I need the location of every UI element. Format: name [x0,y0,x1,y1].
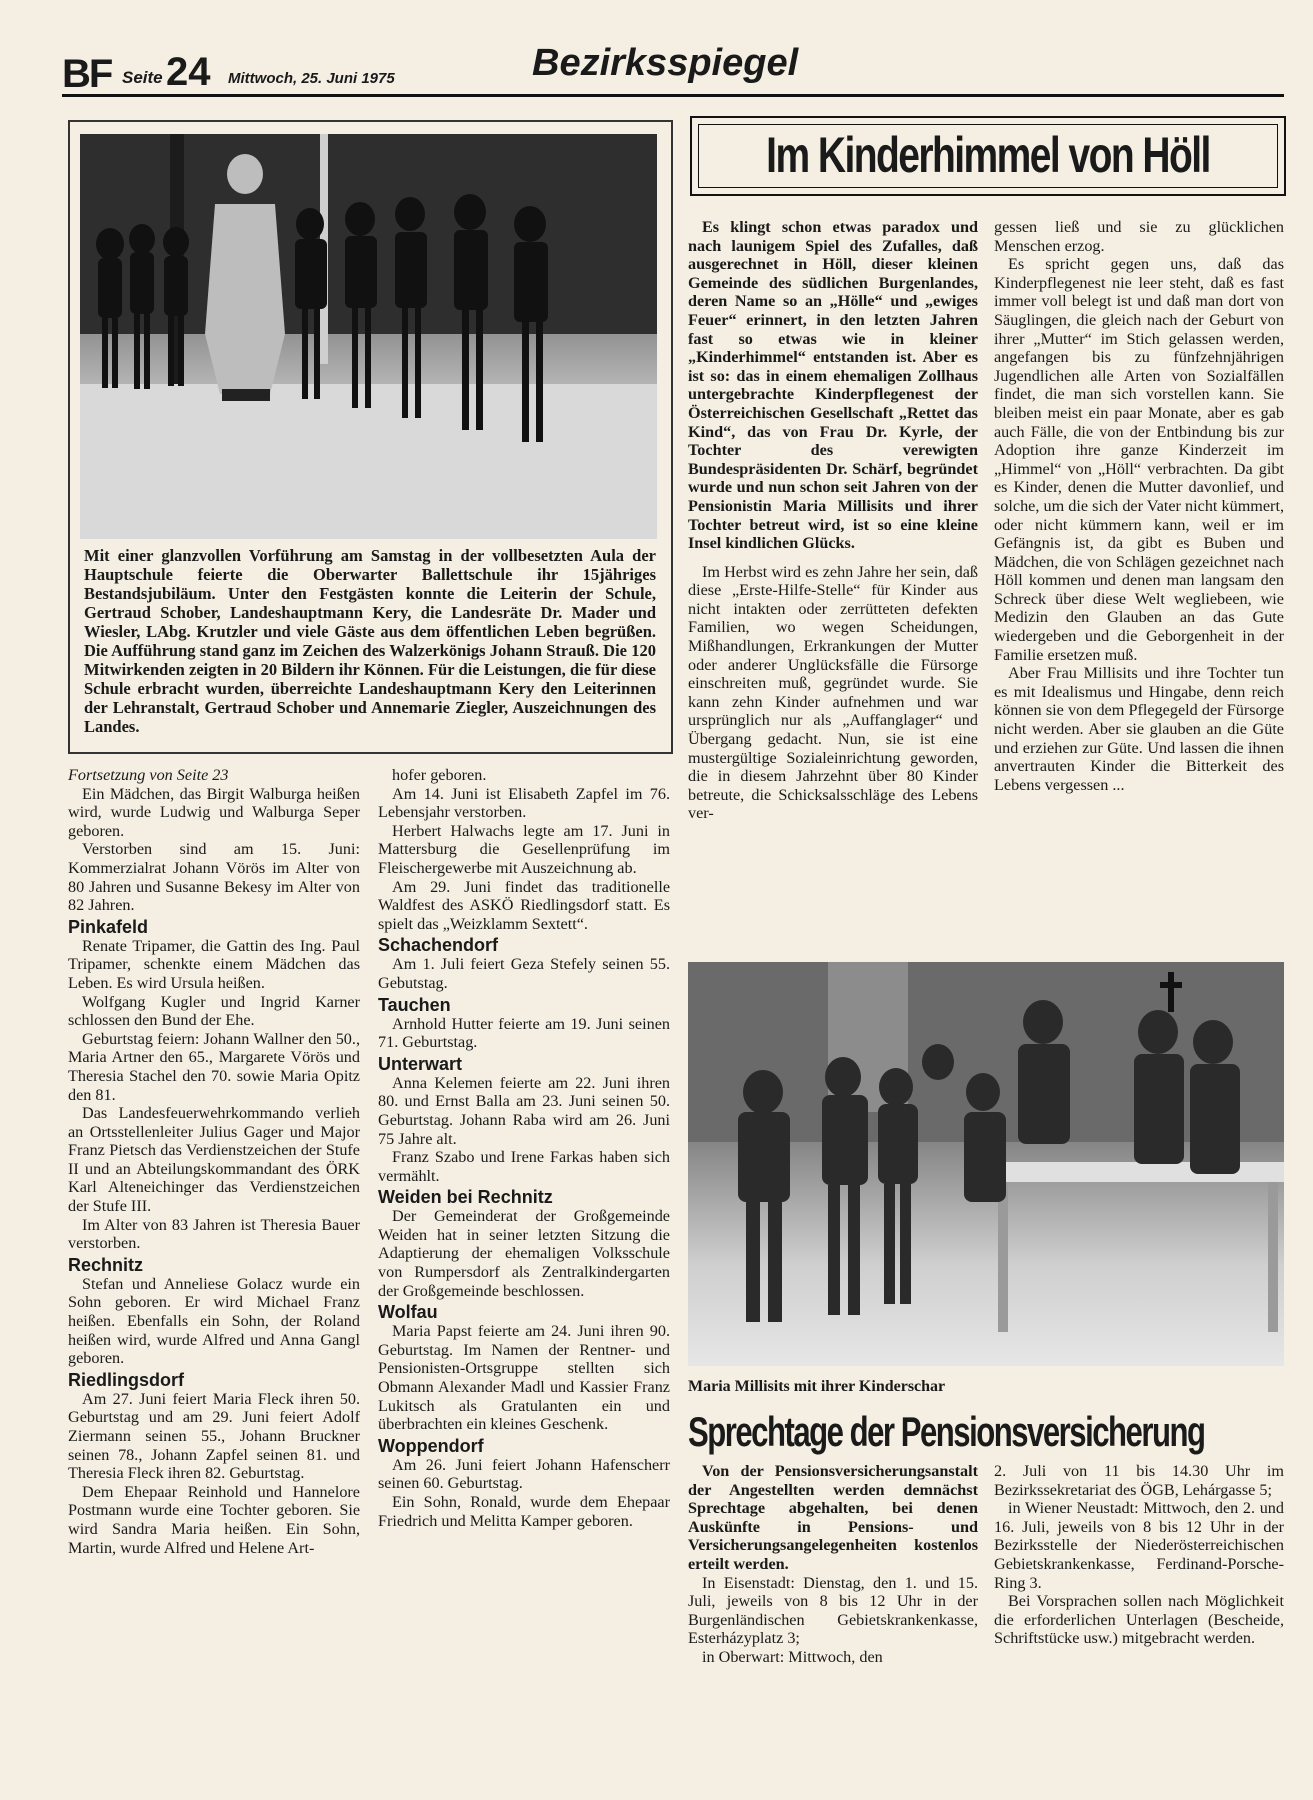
paragraph: Verstorben sind am 15. Juni: Kommerzialrat Johann Vörös im Alter von 80 Jahren und Susanne Bekesy im Alter von 82 Jahren. [68,840,360,915]
article2-lead: Von der Pensionsversicherungsanstalt der Angestellten werden demnächst Sprechtage abgehalten, bei denen Auskünfte in Pensions- und Versicherungsangelegenheiten kostenlos erteilt werden. [688,1462,978,1573]
children-photo-caption: Maria Millisits mit ihrer Kinderschar [688,1378,946,1395]
article2-headline: Sprechtage der Pensionsversicherung [688,1408,1205,1455]
paragraph: Am 29. Juni findet das traditionelle Waldfest des ASKÖ Riedlingsdorf statt. Es spielt das „Weizklamm Sextett“. [378,877,670,933]
paragraph: Geburtstag feiern: Johann Wallner den 50., Maria Artner den 65., Margarete Vörös und Theresia Stachel den 70. sowie Maria Opitz den 81. [68,1029,360,1104]
paragraph: Ein Sohn, Ronald, wurde dem Ehepaar Friedrich und Melitta Kamper geboren. [378,1493,670,1530]
local-news-column-1 [68,766,360,1557]
paragraph: gessen ließ und sie zu glücklichen Menschen erzog. [994,218,1284,255]
paragraph: In Eisenstadt: Dienstag, den 1. und 15. Juli, jeweils von 8 bis 12 Uhr in der Burgenländischen Gebietskrankenkasse, Esterházyplatz 3; [688,1573,978,1648]
ballet-photo-box [68,120,673,754]
paragraph: Wolfgang Kugler und Ingrid Karner schlossen den Bund der Ehe. [68,992,360,1030]
paragraph: Der Gemeinderat der Großgemeinde Weiden hat in seiner letzten Sitzung die Adaptierung der ehemaligen Volksschule von Rumpersdorf als Zentralkindergarten der Großgemeinde beschlossen. [378,1207,670,1300]
heading-weiden: Weiden bei Rechnitz [378,1187,553,1208]
heading-woppendorf: Woppendorf [378,1435,484,1456]
page-header [62,42,1284,97]
article-headline: Im Kinderhimmel von Höll [766,127,1210,183]
local-news-column-2 [378,766,670,1530]
paragraph: Am 1. Juli feiert Geza Stefely seinen 55. Gebutstag. [378,955,670,992]
heading-riedlingsdorf: Riedlingsdorf [68,1369,184,1390]
article2-column-2 [994,1462,1284,1648]
paragraph: hofer geboren. [392,766,487,784]
brand-logo: BF [62,52,112,96]
paragraph: Herbert Halwachs legte am 17. Juni in Mattersburg die Gesellenprüfung im Fleischergewerbe mit Auszeichnung ab. [378,821,670,877]
paragraph: Maria Papst feierte am 24. Juni ihren 90. Geburtstag. Im Namen der Rentner- und Pensionisten-Ortsgruppe stellten sich Obmann Alexander Madl und Kassier Franz Lukitsch als Gratulanten ein und überbrachten ein kleines Geschenk. [378,1322,670,1434]
paragraph: Anna Kelemen feierte am 22. Juni ihren 80. und Ernst Balla am 23. Juni seinen 50. Geburtstag. Johann Raba wird am 26. Juni 75 Jahre alt. [378,1073,670,1148]
article2-column-1 [688,1462,978,1667]
paragraph: Dem Ehepaar Reinhold und Hannelore Postmann wurde eine Tochter geboren. Sie wird Sandra Maria heißen. Ein Sohn, Martin, wurde Alfred und Helene Art- [68,1482,360,1557]
paragraph: Bei Vorsprachen sollen nach Möglichkeit die erforderlichen Unterlagen (Bescheide, Schriftstücke usw.) mitgebracht werden. [994,1592,1284,1648]
paragraph: Arnhold Hutter feierte am 19. Juni seinen 71. Geburtstag. [378,1014,670,1052]
section-title: Bezirksspiegel [532,42,799,84]
paragraph: 2. Juli von 11 bis 14.30 Uhr im Bezirkssekretariat des ÖGB, Lehárgasse 5; [994,1462,1284,1499]
heading-wolfau: Wolfau [378,1302,438,1323]
paragraph: in Wiener Neustadt: Mittwoch, den 2. und 16. Juli, jeweils von 8 bis 12 Uhr in der Bezirksstelle der Niederösterreichischen Gebietskrankenkasse, Ferdinand-Porsche-Ring 3. [994,1499,1284,1592]
issue-date: Mittwoch, 25. Juni 1975 [228,70,395,87]
heading-rechnitz: Rechnitz [68,1254,144,1275]
page-number: 24 [166,50,211,94]
heading-tauchen: Tauchen [378,994,451,1015]
ballet-dancers-illustration [80,134,657,539]
headline-box [690,116,1286,196]
paragraph: Ein Mädchen, das Birgit Walburga heißen wird, wurde Ludwig und Walburga Seper geboren. [68,784,360,840]
ballet-photo [80,134,657,539]
article-column-2 [994,218,1284,794]
article-lead: Es klingt schon etwas paradox und nach launigem Spiel des Zufalles, daß ausgerechnet in Höll, dieser kleinen Gemeinde des südlichen Burgenlandes, deren Name so an „Hölle“ und „ewiges Feuer“ erinnert, in den letzten Jahren fast so etwas wie in kleiner „Kinderhimmel“ entstanden ist. Aber es ist so: das in einem ehemaligen Zollhaus untergebrachte Kinderpflegenest der Österreichischen Gesellschaft „Rettet das Kind“, das von Frau Dr. Kyrle, der Tochter des verewigten Bundespräsidenten Dr. Schärf, begründet wurde und nun schon seit Jahren von der Pensionistin Maria Millisits und ihrer Tochter betreut wird, ist so eine kleine Insel kindlichen Glücks. [688,218,978,553]
heading-unterwart: Unterwart [378,1053,463,1074]
paragraph: Im Alter von 83 Jahren ist Theresia Bauer verstorben. [68,1215,360,1253]
paragraph: Aber Frau Millisits und ihre Tochter tun es mit Idealismus und Hingabe, denn reich können sie von dem Pflegegeld der Fürsorge nicht werden. Aber sie glauben an die Güte und erziehen zur Güte. Und lassen die ihnen anvertrauten Kinder die Bitterkeit des Lebens vergessen ... [994,664,1284,794]
page-label: Seite [122,68,163,87]
heading-pinkafeld: Pinkafeld [68,916,149,937]
heading-schachendorf: Schachendorf [378,935,499,956]
paragraph: Am 26. Juni feiert Johann Hafenscherr seinen 60. Geburtstag. [378,1455,670,1493]
children-group-illustration [688,962,1284,1366]
paragraph: Im Herbst wird es zehn Jahre her sein, daß diese „Erste-Hilfe-Stelle“ für Kinder aus nicht intakten oder zerrütteten defekten Familien, wo wegen Scheidungen, Mißhandlungen, Erkrankungen der Mutter oder anderer Unglücksfälle die Fürsorge einschreiten muß, gegründet wurde. Sie kann zehn Kinder aufnehmen und war ursprünglich nur als „Auffanglager“ und Übergang gedacht. Nun, sie ist eine mustergültige Sozialeinrichtung geworden, die in diesem Jahrzehnt über 80 Kinder betreute, die Schicksalsschläge des Lebens ver- [688,562,978,823]
continuation-note: Fortsetzung von Seite 23 [68,766,229,784]
paragraph: in Oberwart: Mittwoch, den [702,1647,883,1666]
paragraph: Am 14. Juni ist Elisabeth Zapfel im 76. Lebensjahr verstorben. [378,784,670,822]
children-photo [688,962,1284,1366]
article-column-1 [688,218,978,823]
ballet-photo-caption: Mit einer glanzvollen Vorführung am Samstag in der vollbesetzten Aula der Hauptschule feierte die Oberwarter Ballettschule ihr 15jähriges Bestandsjubiläum. Unter den Festgästen konnte die Leiterin der Schule, Gertraud Schober, Landeshauptmann Kery, die Landesräte Dr. Mader und Wiesler, LAbg. Krutzler und viele Gäste aus dem öffentlichen Leben begrüßen. Die Aufführung stand ganz im Zeichen des Walzerkönigs Johann Strauß. Die 120 Mitwirkenden zeigten in 20 Bildern ihr Können. Für die Leistungen, die für diese Schule erbracht wurden, überreichte Landeshauptmann Kery den Leiterinnen der Lehranstalt, Gertraud Schober und Annemarie Ziegler, Auszeichnungen des Landes. [84,546,656,736]
paragraph: Am 27. Juni feiert Maria Fleck ihren 50. Geburtstag und am 29. Juni feiert Adolf Ziermann seinen 55., Johann Bruckner seinen 78., Johann Zapfel seinen 81. und Theresia Fleck ihren 82. Geburtstag. [68,1389,360,1483]
paragraph: Renate Tripamer, die Gattin des Ing. Paul Tripamer, schenkte einem Mädchen das Leben. Es wird Ursula heißen. [68,936,360,992]
paragraph: Franz Szabo und Irene Farkas haben sich vermählt. [378,1148,670,1185]
paragraph: Das Landesfeuerwehrkommando verlieh an Ortsstellenleiter Julius Gager und Major Franz Pietsch das Verdienstzeichen der Stufe II und an Abteilungskommandant des ÖRK Karl Alteneichinger das Verdienstzeichen der Stufe III. [68,1104,360,1216]
paragraph: Stefan und Anneliese Golacz wurde ein Sohn geboren. Er wird Michael Franz heißen. Ebenfalls ein Sohn, der Roland heißen wird, wurde Alfred und Anna Gangl geboren. [68,1274,360,1368]
paragraph: Es spricht gegen uns, daß das Kinderpflegenest nie leer steht, daß es fast immer voll belegt ist und daß man dort von Säuglingen, die gleich nach der Geburt von ihrer „Mutter“ im Stich gelassen werden, angefangen bis zu fünfzehnjährigen Jugendlichen alle Arten von Sozialfällen findet, die man sich vorstellen kann. Sie bleiben meist ein paar Monate, aber es gab auch Fälle, die von der Entbindung bis zur Adoption ihre ganze Kinderzeit im „Himmel“ von „Höll“ verbrachten. Da gibt es Kinder, denen die Mutter davonlief, und solche, um die sich der Vater nicht kümmert, oder nicht kümmern kann, weil er im Gefängnis ist, da gibt es Buben und Mädchen, die von Schlägen gezeichnet nach Höll kommen und denen man langsam den Schreck über diese Welt wegliebeen, wie Medizin den Glauben an das Gute wiedergeben und die Geborgenheit in der Familie ersetzen muß. [994,255,1284,664]
